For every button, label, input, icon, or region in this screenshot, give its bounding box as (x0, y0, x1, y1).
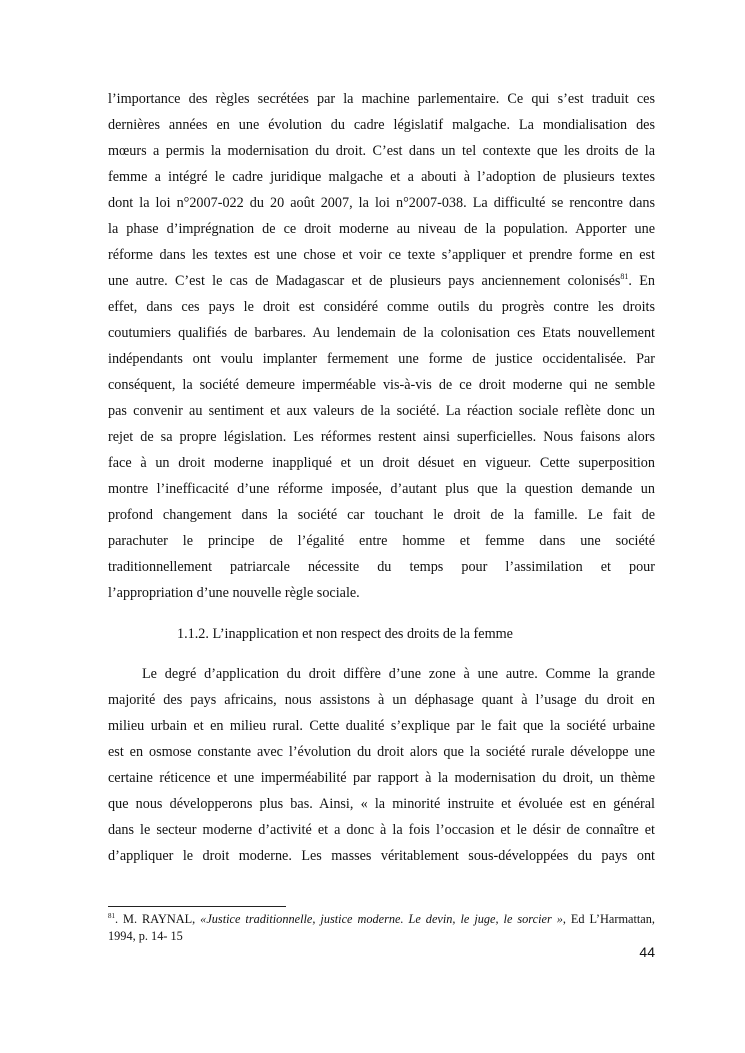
section-heading: 1.1.2. L’inapplication et non respect des droits de la femme (177, 626, 513, 642)
body-text: . En (628, 273, 655, 289)
body-line: profond changement dans la société car touchant le droit de la famille. Le fait de (108, 507, 655, 523)
body-line: parachuter le principe de l’égalité entre homme et femme dans une société (108, 533, 655, 549)
footnote-prefix: . M. RAYNAL, (115, 912, 201, 926)
body-line: majorité des pays africains, nous assistons à un déphasage quant à l’usage du droit en (108, 692, 655, 708)
body-line: mœurs a permis la modernisation du droit. C’est dans un tel contexte que les droits de la (108, 143, 655, 159)
body-line: femme a intégré le cadre juridique malgache et a abouti à l’adoption de plusieurs textes (108, 169, 655, 185)
body-line: milieu urbain et en milieu rural. Cette dualité s’explique par le fait que la société urbaine (108, 718, 655, 734)
body-line: traditionnellement patriarcale nécessite du temps pour l’assimilation et pour (108, 559, 655, 575)
body-line: dont la loi n°2007-022 du 20 août 2007, la loi n°2007-038. La difficulté se rencontre dans (108, 195, 655, 211)
body-line: réforme dans les textes est une chose et voir ce texte s’appliquer et prendre forme en est (108, 247, 655, 263)
body-line: dans le secteur moderne d’activité et a donc à la fois l’occasion et le désir de connaître et (108, 822, 655, 838)
body-line: rejet de sa propre législation. Les réformes restent ainsi superficielles. Nous faisons alors (108, 429, 655, 445)
page-number: 44 (639, 944, 655, 960)
body-line: coutumiers qualifiés de barbares. Au lendemain de la colonisation ces Etats nouvellement (108, 325, 655, 341)
body-line: que nous développerons plus bas. Ainsi, « la minorité instruite et évoluée est en général (108, 796, 655, 812)
body-line: d’appliquer le droit moderne. Les masses véritablement sous-développées du pays ont (108, 848, 655, 864)
body-line: face à un droit moderne inappliqué et un droit désuet en vigueur. Cette superposition (108, 455, 655, 471)
body-line: l’importance des règles secrétées par la machine parlementaire. Ce qui s’est traduit ces (108, 91, 655, 107)
body-line-with-footnote-ref (108, 274, 655, 288)
body-line: montre l’inefficacité d’une réforme imposée, d’autant plus que la question demande un (108, 481, 655, 497)
body-line: l’appropriation d’une nouvelle règle sociale. (108, 585, 360, 601)
footnote-title: «Justice traditionnelle, justice moderne. Le devin, le juge, le sorcier » (200, 912, 563, 926)
body-line: dernières années en une évolution du cadre législatif malgache. La mondialisation des (108, 117, 655, 133)
body-line: indépendants ont voulu implanter fermement une forme de justice occidentalisée. Par (108, 351, 655, 367)
body-line: effet, dans ces pays le droit est considéré comme outils du progrès contre les droits (108, 299, 655, 315)
body-line: est en osmose constante avec l’évolution du droit alors que la société rurale développe une (108, 744, 655, 760)
footnote (108, 913, 655, 925)
footnote-line: 1994, p. 14- 15 (108, 929, 183, 943)
footnote-suffix: , Ed L’Harmattan, (562, 912, 655, 926)
body-line: pas convenir au sentiment et aux valeurs de la société. La réaction sociale reflète donc un (108, 403, 655, 419)
body-text: une autre. C’est le cas de Madagascar et de plusieurs pays anciennement colonisés (108, 273, 621, 289)
footnote-reference[interactable]: 81 (620, 272, 629, 281)
body-line: certaine réticence et une imperméabilité par rapport à la modernisation du droit, un thème (108, 770, 655, 786)
footnote-separator (108, 906, 286, 907)
body-line: la phase d’imprégnation de ce droit moderne au niveau de la population. Apporter une (108, 221, 655, 237)
body-line: conséquent, la société demeure imperméable vis-à-vis de ce droit moderne qui ne semble (108, 377, 655, 393)
body-line: Le degré d’application du droit diffère d’une zone à une autre. Comme la grande (142, 666, 655, 682)
footnote-number: 81 (108, 912, 115, 920)
